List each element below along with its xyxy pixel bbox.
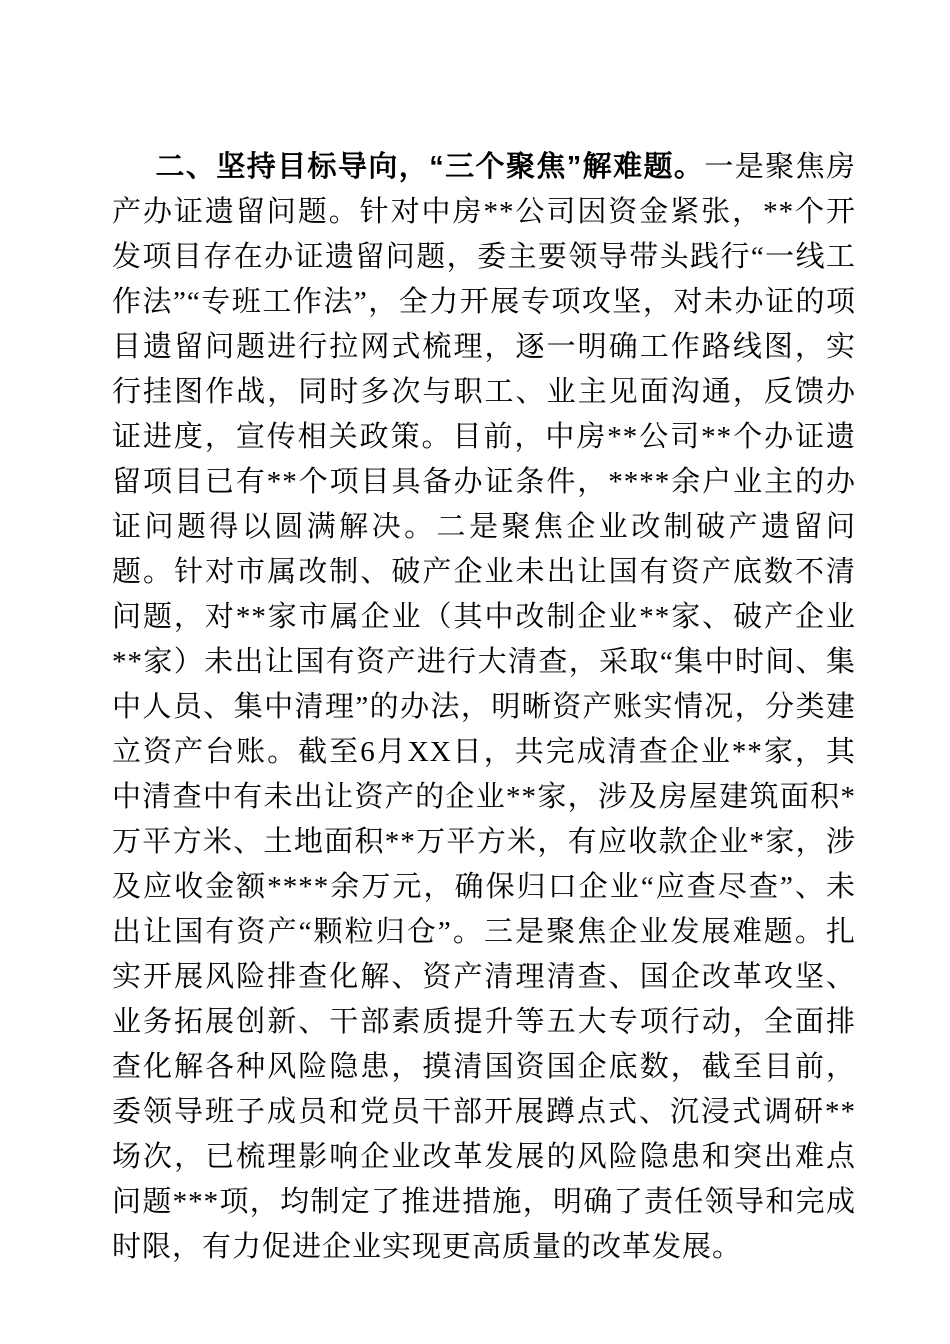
paragraph-lead-heading: 二、坚持目标导向，“三个聚焦”解难题。 [155,151,705,183]
paragraph [112,145,856,1270]
paragraph-body-text: 一是聚焦房产办证遗留问题。针对中房**公司因资金紧张，**个开发项目存在办证遗留问题，委主要领导带头践行“一线工作法”“专班工作法”，全力开展专项攻坚，对未办证的项目遗留问题进行拉网式梳理，逐一明确工作路线图，实行挂图作战，同时多次与职工、业主见面沟通，反馈办证进度，宣传相关政策。目前，中房**公司**个办证遗留项目已有**个项目具备办证条件，****余户业主的办证问题得以圆满解决。二是聚焦企业改制破产遗留问题。针对市属改制、破产企业未出让国有资产底数不清问题，对**家市属企业（其中改制企业**家、破产企业**家）未出让国有资产进行大清查，采取“集中时间、集中人员、集中清理”的办法，明晰资产账实情况，分类建立资产台账。截至6月XX日，共完成清查企业**家，其中清查中有未出让资产的企业**家，涉及房屋建筑面积*万平方米、土地面积**万平方米，有应收款企业*家，涉及应收金额****余万元，确保归口企业“应查尽查”、未出让国有资产“颗粒归仓”。三是聚焦企业发展难题。扎实开展风险排查化解、资产清理清查、国企改革攻坚、业务拓展创新、干部素质提升等五大专项行动，全面排查化解各种风险隐患，摸清国资国企底数，截至目前，委领导班子成员和党员干部开展蹲点式、沉浸式调研**场次，已梳理影响企业改革发展的风险隐患和突出难点问题***项，均制定了推进措施，明确了责任领导和完成时限，有力促进企业实现更高质量的改革发展。 [112,151,856,1263]
